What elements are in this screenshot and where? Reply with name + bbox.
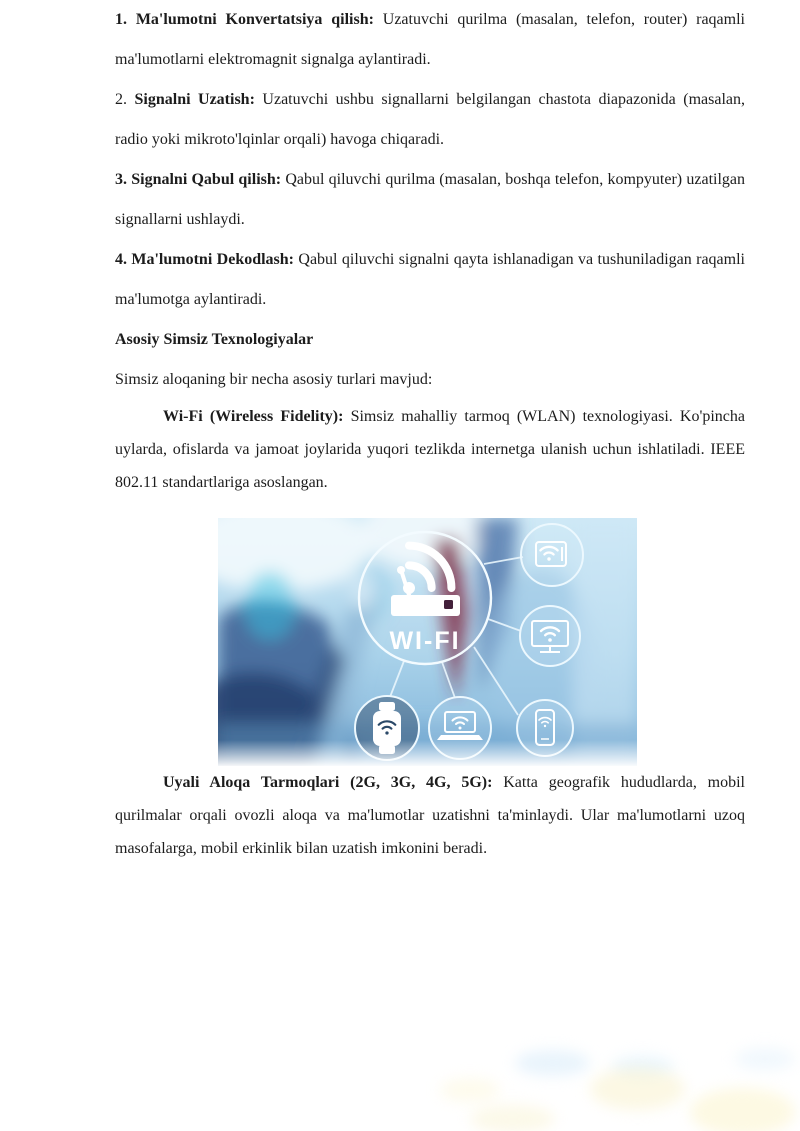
photo-bottom-fade — [218, 740, 637, 766]
paragraph-convert-text: Uzatuvchi qurilma (masalan, telefon, router) raqamli ma'lumotlarni elektromagnit signalga aylantiradi. — [115, 11, 745, 68]
paragraph-decode-lead: 4. Ma'lumotni Dekodlash: — [115, 251, 295, 268]
paragraph-receive — [115, 160, 745, 240]
paragraph-decode — [115, 240, 745, 320]
scan-smudge — [515, 1050, 590, 1076]
printer-node — [521, 524, 583, 586]
scan-smudge — [440, 1078, 500, 1102]
paragraph-cellular-text: Katta geografik hududlarda, mobil qurilmalar orqali ovozli aloqa va ma'lumotlar uzatishni ta'minlaydi. Ular ma'lumotlarni uzoq masofalarga, mobil erkinlik bilan uzatish imkonini beradi. — [115, 774, 745, 857]
intro-line: Simsiz aloqaning bir necha asosiy turlari mavjud: — [115, 371, 433, 388]
wifi-concept-photo — [218, 518, 637, 766]
section-heading: Asosiy Simsiz Texnologiyalar — [115, 331, 314, 348]
paragraph-transmit-lead: Signalni Uzatish: — [134, 91, 255, 108]
scan-smudge — [690, 1088, 795, 1131]
paragraph-convert-lead: 1. Ma'lumotni Konvertatsiya qilish: — [115, 11, 374, 28]
paragraph-convert — [115, 0, 745, 80]
wifi-label: WI-FI — [389, 627, 461, 655]
paragraph-wifi-text: Simsiz mahalliy tarmoq (WLAN) texnologiyasi. Ko'pincha uylarda, ofislarda va jamoat joylarida yuqori tezlikda internetga ulanish uchun ishlatiladi. IEEE 802.11 standartlariga asoslangan. — [115, 408, 745, 491]
scan-smudge — [735, 1048, 795, 1070]
paragraph-cellular-lead: Uyali Aloqa Tarmoqlari (2G, 3G, 4G, 5G): — [163, 774, 493, 791]
paragraph-receive-lead: 3. Signalni Qabul qilish: — [115, 171, 282, 188]
paragraph-wifi — [115, 400, 745, 499]
paragraph-receive-text: Qabul qiluvchi qurilma (masalan, boshqa telefon, kompyuter) uzatilgan signallarni ushlaydi. — [115, 171, 746, 228]
scan-smudge — [590, 1068, 685, 1110]
paragraph-transmit — [115, 80, 745, 160]
wifi-photo-svg — [218, 518, 637, 766]
monitor-node — [520, 606, 580, 666]
paragraph-wifi-lead: Wi-Fi (Wireless Fidelity): — [163, 408, 344, 425]
scan-smudge — [470, 1105, 555, 1131]
scan-smudge — [612, 1055, 674, 1079]
paragraph-decode-text: Qabul qiluvchi signalni qayta ishlanadigan va tushuniladigan raqamli ma'lumotga aylantiradi. — [115, 251, 745, 308]
document-body — [115, 0, 745, 865]
paragraph-transmit-prefix: 2. — [115, 91, 135, 108]
paragraph-cellular — [115, 766, 745, 865]
paragraph-transmit-text: Uzatuvchi ushbu signallarni belgilangan chastota diapazonida (masalan, radio yoki mikroto'lqinlar orqali) havoga chiqaradi. — [115, 91, 746, 148]
